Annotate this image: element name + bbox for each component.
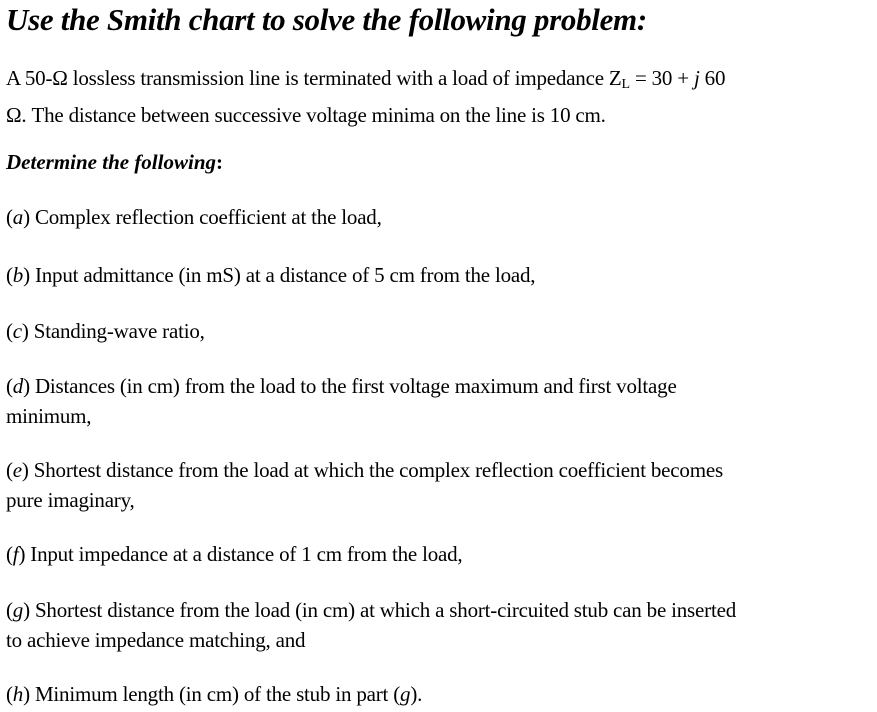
statement-text: 60 xyxy=(699,66,726,90)
item-text: to achieve impedance matching, and xyxy=(6,628,306,652)
section-heading: Determine the following: xyxy=(6,150,223,174)
question-item-f: (f) Input impedance at a distance of 1 cm from the load, xyxy=(6,542,463,566)
item-text: Complex reflection coefficient at the load, xyxy=(34,205,382,229)
item-letter: g xyxy=(12,598,24,622)
problem-statement-line-1 xyxy=(6,63,725,100)
question-item-c: (c) Standing-wave ratio, xyxy=(6,319,205,343)
item-letter: c xyxy=(12,319,22,343)
question-item-g: (g) Shortest distance from the load (in cm) at which a short-circuited stub can be inserted to achieve impedance matching, and xyxy=(6,595,736,655)
item-text: Shortest distance from the load at which the complex reflection coefficient becomes xyxy=(33,458,723,482)
question-item-e: (e) Shortest distance from the load at which the complex reflection coefficient becomes pure imaginary, xyxy=(6,455,723,515)
item-letter: f xyxy=(12,542,19,566)
page-title: Use the Smith chart to solve the following problem: xyxy=(6,2,647,37)
item-letter: b xyxy=(12,263,24,287)
item-reference-letter: g xyxy=(400,682,411,706)
item-text: ). xyxy=(410,682,423,706)
item-text: Distances (in cm) from the load to the first voltage maximum and first voltage xyxy=(34,374,677,398)
question-item-d: (d) Distances (in cm) from the load to the first voltage maximum and first voltage minimum, xyxy=(6,371,677,431)
item-text: Shortest distance from the load (in cm) at which a short-circuited stub can be inserted xyxy=(34,598,736,622)
statement-text: = 30 + xyxy=(629,66,694,90)
impedance-subscript: L xyxy=(621,77,630,92)
question-item-h: (h) Minimum length (in cm) of the stub in part (g). xyxy=(6,682,423,706)
item-letter: h xyxy=(12,682,24,706)
item-letter: d xyxy=(12,374,24,398)
item-text: minimum, xyxy=(6,404,92,428)
item-text: Standing-wave ratio, xyxy=(33,319,205,343)
item-letter: e xyxy=(12,458,22,482)
problem-statement xyxy=(6,63,725,130)
item-text: Minimum length (in cm) of the stub in part ( xyxy=(34,682,401,706)
question-item-b: (b) Input admittance (in mS) at a distance of 5 cm from the load, xyxy=(6,263,536,287)
item-text: pure imaginary, xyxy=(6,488,135,512)
item-text: Input admittance (in mS) at a distance of 5 cm from the load, xyxy=(34,263,536,287)
question-item-a: (a) Complex reflection coefficient at the load, xyxy=(6,205,382,229)
imaginary-unit: j xyxy=(693,66,700,90)
item-text: Input impedance at a distance of 1 cm from the load, xyxy=(30,542,463,566)
problem-statement-line-2: Ω. The distance between successive voltage minima on the line is 10 cm. xyxy=(6,103,606,127)
statement-text: A 50-Ω lossless transmission line is terminated with a load of impedance Z xyxy=(6,66,622,90)
item-letter: a xyxy=(12,205,24,229)
